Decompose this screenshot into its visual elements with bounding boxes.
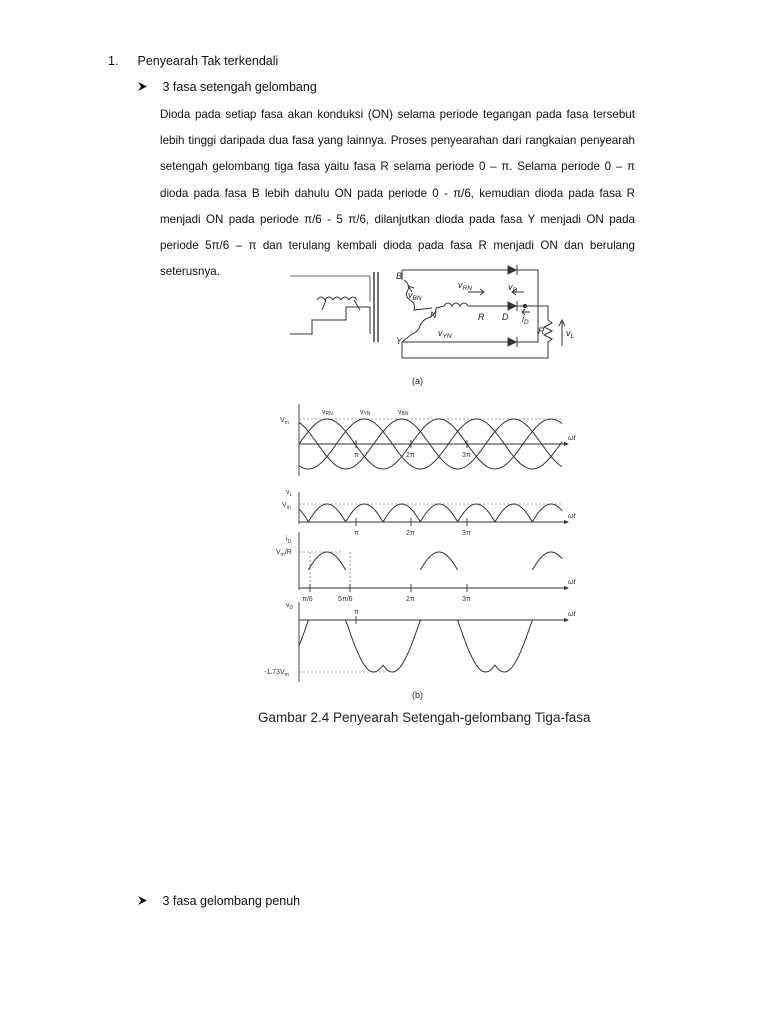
load-wt-label: ωt bbox=[568, 513, 576, 520]
v-bn-label: $v_{BN}$ bbox=[408, 290, 422, 302]
phase-wt-label: ωt bbox=[568, 435, 576, 442]
figure-caption: Gambar 2.4 Penyearah Setengah-gelombang Tiga-fasa bbox=[258, 710, 591, 725]
figure-a-label: (a) bbox=[412, 376, 423, 386]
phase-tick-3pi: 3π bbox=[462, 452, 471, 459]
v-rn-label: $v_{RN}$ bbox=[458, 280, 472, 292]
phase-tick-pi: π bbox=[354, 452, 359, 459]
explanation-paragraph bbox=[160, 102, 635, 285]
series-vrn-label: vRN bbox=[322, 409, 333, 417]
load-vm-label: $V_m$ bbox=[282, 502, 291, 511]
current-wt-label: ωt bbox=[568, 579, 576, 586]
load-tick-2pi: 2π bbox=[406, 530, 415, 537]
phase-y-label: Y bbox=[396, 336, 403, 346]
phase-r-label: R bbox=[478, 312, 485, 322]
v-l-label: $v_L$ bbox=[566, 328, 575, 340]
phase-b-label: B bbox=[396, 271, 403, 281]
diode-label: D bbox=[502, 312, 509, 322]
figure-drawing bbox=[262, 262, 592, 702]
v-yn-label: $v_{YN}$ bbox=[438, 328, 452, 340]
diode-current-pulse-0 bbox=[308, 552, 345, 570]
waveform-plots bbox=[264, 404, 576, 682]
subsection-title-2: 3 fasa gelombang penuh bbox=[162, 894, 301, 908]
neutral-label: N bbox=[430, 310, 437, 320]
current-tick-3pi: 3π bbox=[462, 596, 471, 603]
diode-current-pulse-1 bbox=[420, 552, 457, 570]
current-id-label: $i_D$ bbox=[286, 536, 292, 545]
load-voltage-wave bbox=[299, 504, 562, 522]
load-vl-label: $v_L$ bbox=[286, 489, 293, 498]
diode-current-pulse-2 bbox=[532, 552, 562, 570]
section-number: 1. bbox=[108, 54, 119, 68]
arrow-bullet-icon bbox=[137, 895, 159, 908]
phase-plot-vm-label: $V_m$ bbox=[280, 417, 289, 426]
section-heading bbox=[108, 54, 278, 68]
phase-tick-2pi: 2π bbox=[406, 452, 415, 459]
diode-voltage-wave bbox=[299, 620, 562, 672]
v-d-label: $v_D$ bbox=[508, 282, 518, 294]
current-tick-2pi: 2π bbox=[406, 596, 415, 603]
diode-wt-label: ωt bbox=[568, 611, 576, 618]
figure bbox=[262, 262, 592, 707]
section-title: Penyearah Tak terkendali bbox=[137, 54, 279, 68]
subsection-heading-2 bbox=[137, 894, 300, 908]
series-vyn-label: vYN bbox=[360, 409, 371, 417]
load-tick-pi: π bbox=[354, 530, 359, 537]
current-tick-5pi6: 5π/6 bbox=[338, 596, 353, 603]
load-tick-3pi: 3π bbox=[462, 530, 471, 537]
diode-tick-pi: π bbox=[354, 609, 359, 616]
arrow-bullet-icon bbox=[137, 81, 159, 94]
diode-min-label: $-1.73V_m$ bbox=[264, 669, 289, 678]
subsection-title-1: 3 fasa setengah gelombang bbox=[162, 80, 317, 94]
subsection-heading-1 bbox=[137, 80, 317, 94]
i-d-label: $i_D$ bbox=[522, 314, 529, 326]
load-r-label: R bbox=[538, 326, 545, 336]
paragraph-text: Dioda pada setiap fasa akan konduksi (ON) selama periode tegangan pada fasa tersebut lebih tinggi daripada dua fasa yang lainnya. Proses penyearahan dari rangkaian penyearah setengah gelombang tiga fasa yaitu fasa R selama periode 0 – π. Selama periode 0 – π dioda pada fasa B lebih dahulu ON pada periode 0 - π/6, kemudian dioda pada fasa R menjadi ON pada periode π/6 - 5 π/6, dilanjutkan dioda pada fasa Y menjadi ON pada periode 5π/6 – π dan terulang kembali dioda pada fasa R menjadi ON dan berulang seterusnya. bbox=[160, 108, 635, 279]
circuit-diagram bbox=[290, 265, 565, 358]
current-vmr-label: $V_m/R$ bbox=[276, 549, 292, 558]
series-vbn-label: vBN bbox=[398, 409, 409, 417]
current-tick-pi6: π/6 bbox=[302, 596, 313, 603]
figure-b-label: (b) bbox=[412, 690, 423, 700]
diode-vd-label: $v_D$ bbox=[286, 602, 294, 611]
